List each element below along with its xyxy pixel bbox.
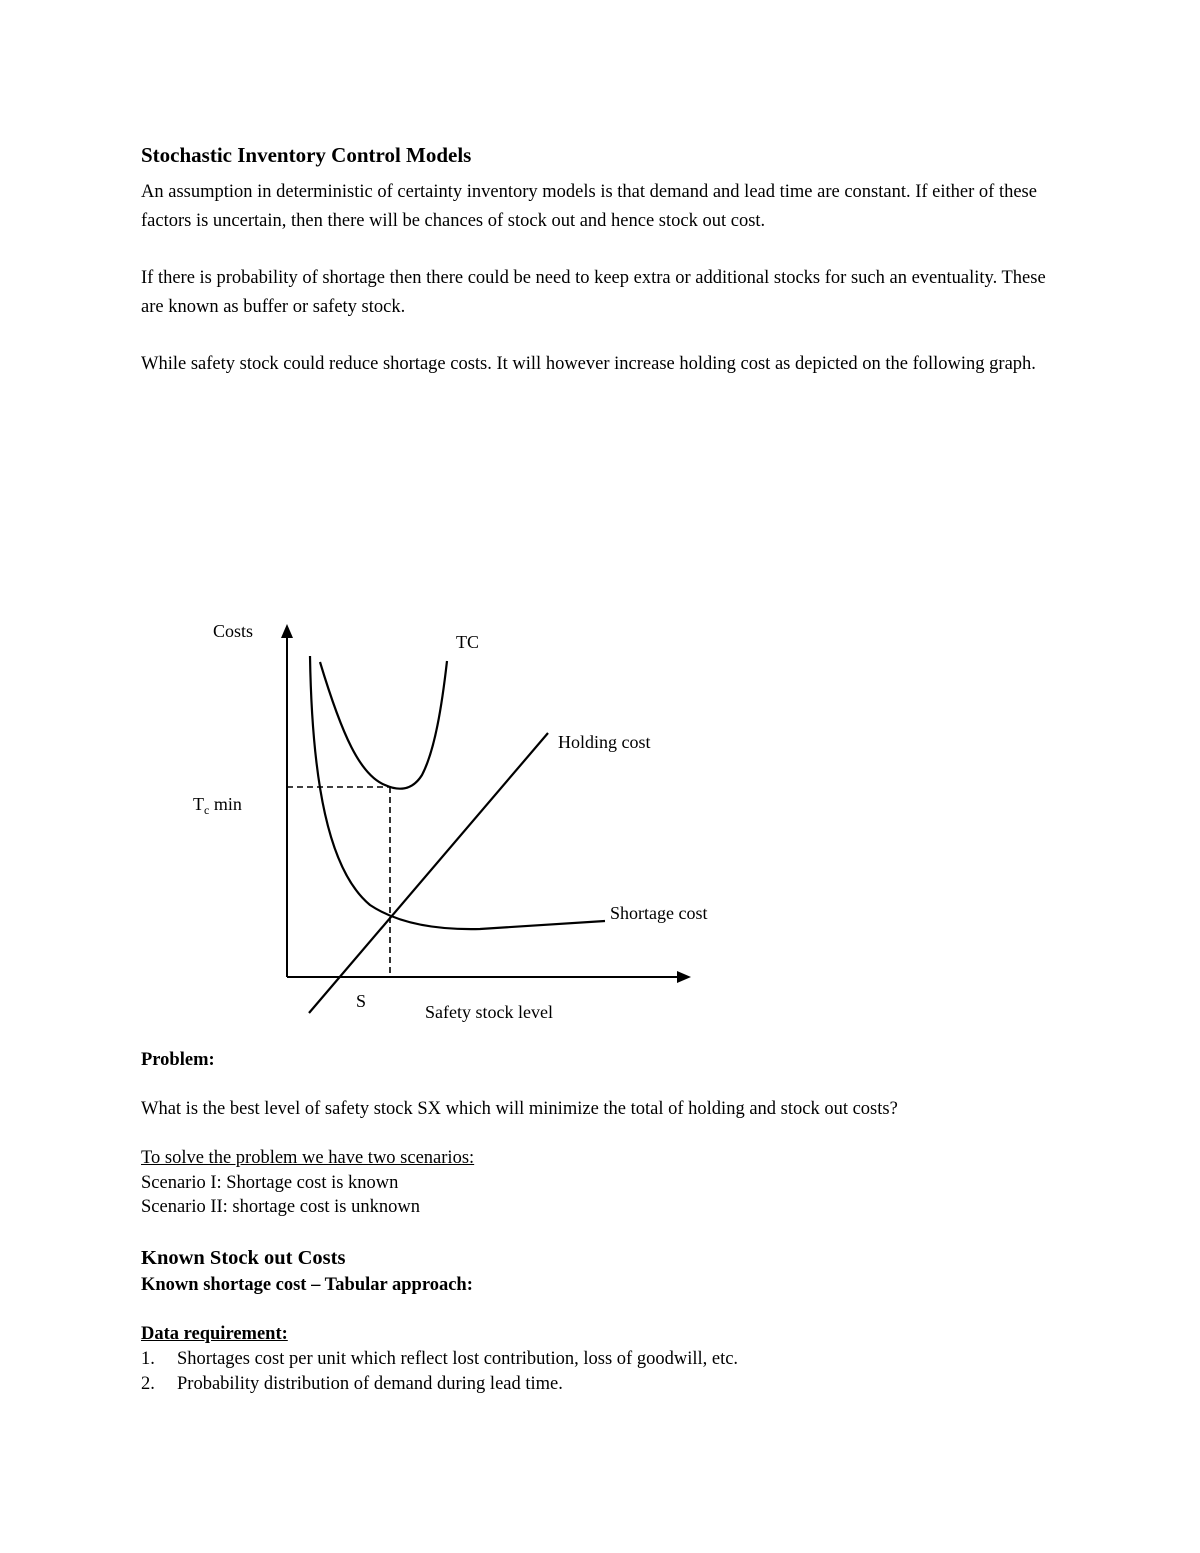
list-item [141,1372,738,1397]
list-item-number: 2. [141,1374,155,1394]
page-title: Stochastic Inventory Control Models [141,143,472,167]
data-requirement-list [141,1347,738,1397]
y-axis-label: Costs [213,621,254,641]
tc-min-label [193,794,242,817]
list-item [141,1347,738,1372]
scenario-1: Scenario I: Shortage cost is known [141,1173,399,1193]
list-item-text: Shortages cost per unit which reflect lost contribution, loss of goodwill, etc. [177,1349,739,1369]
tc-min-suffix: min [209,794,242,814]
intro-paragraph: An assumption in deterministic of certainty inventory models is that demand and lead time are constant. If either of these factors is uncertain, then there will be chances of stock out and hence stock out cost. [141,182,1037,231]
list-item-number: 1. [141,1349,155,1369]
tc-min-subscript: c [204,803,210,817]
tc-label: TC [456,632,480,652]
x-axis-arrowhead [677,971,691,983]
y-axis-arrowhead [281,624,293,638]
problem-question: What is the best level of safety stock SX which will minimize the total of holding and stock out costs? [141,1099,898,1119]
safety-stock-paragraph: If there is probability of shortage then there could be need to keep extra or additional stocks for such an eventuality. These are known as buffer or safety stock. [141,268,1046,317]
list-item-text: Probability distribution of demand during lead time. [177,1374,563,1394]
graph-intro-paragraph: While safety stock could reduce shortage costs. It will however increase holding cost as depicted on the following graph. [141,354,1036,374]
s-label: S [356,991,367,1011]
section-heading: Known Stock out Costs [141,1247,346,1269]
scenarios-intro: To solve the problem we have two scenarios: [141,1148,475,1168]
tc-min-main: T [193,794,204,814]
subsection-heading: Known shortage cost – Tabular approach: [141,1275,473,1295]
shortage-cost-curve [310,656,605,929]
x-axis-label: Safety stock level [425,1002,553,1022]
total-cost-curve [320,661,447,789]
holding-cost-label: Holding cost [558,732,651,752]
scenario-2: Scenario II: shortage cost is unknown [141,1197,420,1217]
problem-heading: Problem: [141,1050,215,1070]
shortage-cost-label: Shortage cost [610,903,708,923]
data-requirement-heading: Data requirement: [141,1324,288,1344]
